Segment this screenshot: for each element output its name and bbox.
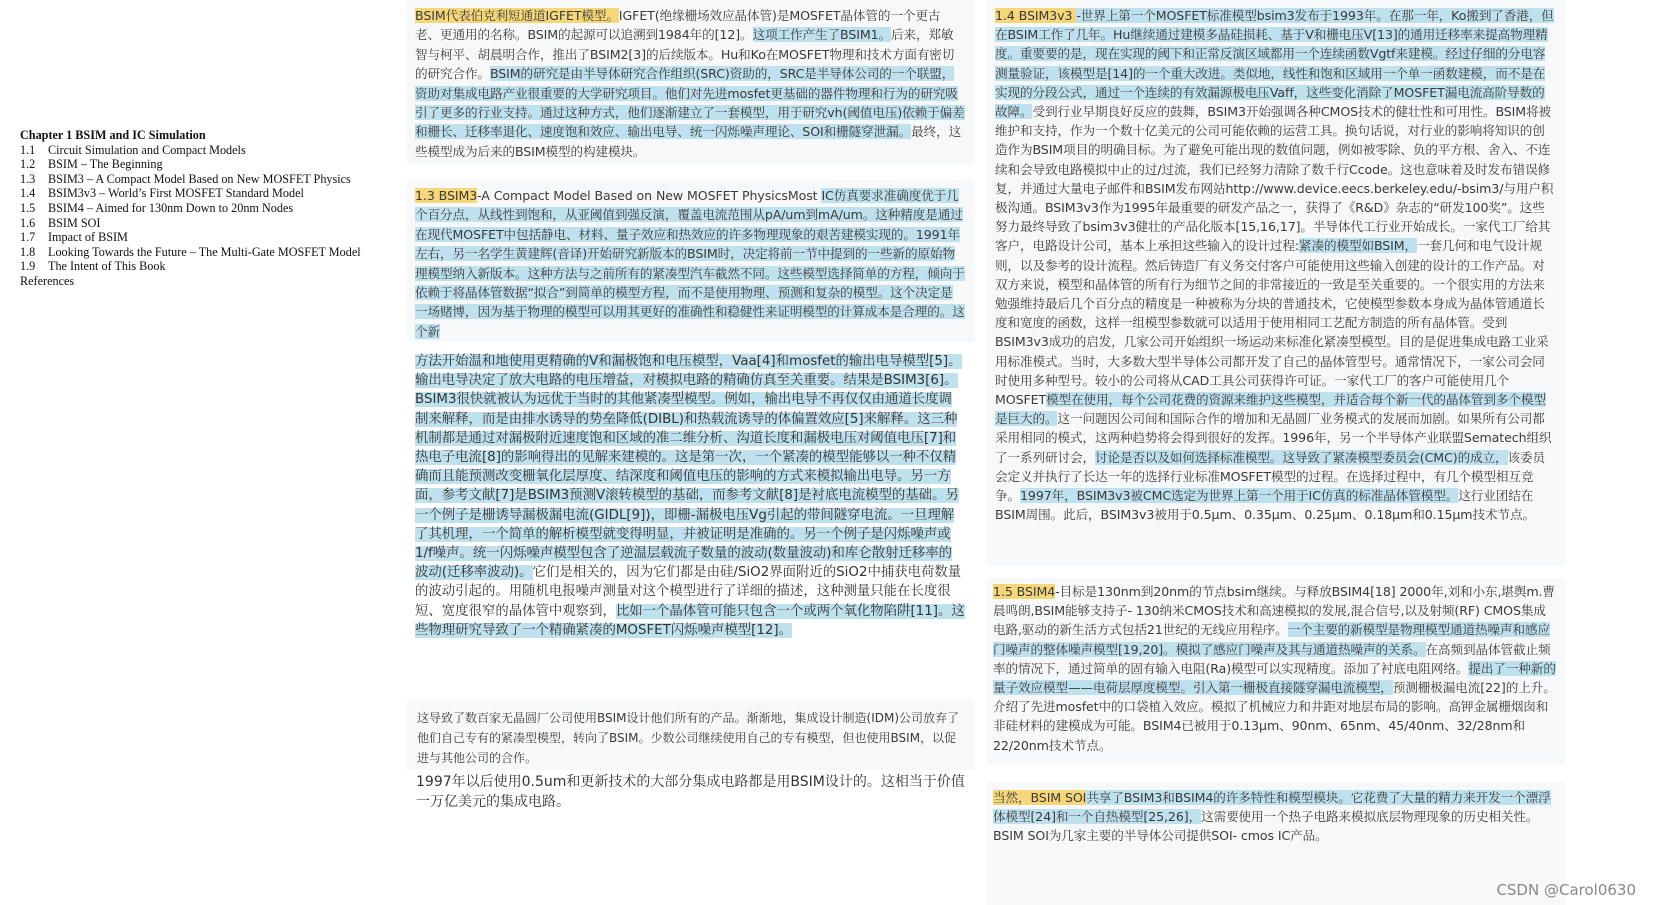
toc-item-title: BSIM3v3 – World’s First MOSFET Standard Model — [48, 186, 304, 201]
text-segment: 这行业团结在BSIM周围。此后，BSIM3v3被用于0.5μm、0.35μm、0.25μm、0.18μm和0.15μm技术节点。 — [995, 488, 1535, 523]
section-1-7-conclusion-text: 1997年以后使用0.5um和更新技术的大部分集成电路都是用BSIM设计的。这相当于价值一万亿美元的集成电路。 — [416, 774, 965, 810]
highlighted-text: 用于研究vh(阈值电压)依赖于偏差和栅长、迁移率退化、速度饱和效应、输出电导、统一闪烁噪声理论、SOI和栅隧穿泄漏。 — [415, 105, 965, 140]
text-segment: -目标是130nm到20nm的节点bsim继续。与释放BSIM4[18] 2000年,刘和小东,堪舆m.曹晨鸣朗,BSIM能够支持子- 130纳米CMOS技术和高速模拟的发展,混合信号,以及射频(RF) CMOS集成电路,驱动的新生活方式包括21世纪的无线应用程序。 — [993, 584, 1555, 638]
toc-references: References — [20, 273, 75, 288]
section-1-7-conclusion — [416, 772, 971, 812]
toc-item-title: The Intent of This Book — [48, 259, 166, 274]
heading-highlight: 当然，BSIM SOI — [993, 790, 1087, 805]
toc-item — [20, 245, 390, 260]
toc-item — [20, 230, 390, 245]
toc-item — [20, 186, 390, 201]
toc-item-title: Looking Towards the Future – The Multi-Gate MOSFET Model — [48, 244, 361, 259]
section-1-7-text: 这导致了数百家无晶圆厂公司使用BSIM设计他们所有的产品。渐渐地，集成设计制造(IDM)公司放弃了他们自己专有的紧凑型模型，转向了BSIM。少数公司继续使用自己的专有模型，但也使用BSIM，以促进与其他公司的合作。 — [417, 711, 960, 765]
toc-item-title: Circuit Simulation and Compact Models — [48, 142, 246, 157]
chapter-title: Chapter 1 BSIM and IC Simulation — [20, 128, 206, 142]
highlighted-text: 这项工作产生了BSIM1。 — [752, 27, 892, 43]
text-segment: 这需要使用一个热子电路来模拟底层物理现象的历史相关性。BSIM SOI为几家主要的半导体公司提供SOI- cmos IC产品。 — [993, 809, 1539, 844]
toc-item — [20, 157, 390, 172]
toc-item-number: 1.3 — [20, 171, 36, 186]
section-1-6-card — [987, 782, 1565, 905]
section-1-4-text — [995, 6, 1557, 524]
highlighted-text: 1997年，BSIM3v3被CMC选定为世界上第一个用于IC仿真的标准晶体管模型。 — [1020, 488, 1459, 504]
toc-item — [20, 259, 390, 274]
section-1-5-card — [987, 578, 1565, 764]
section-1-7-card — [407, 700, 975, 770]
toc-item-title: BSIM SOI — [48, 215, 101, 230]
toc-item-number: 1.1 — [20, 142, 36, 157]
text-segment: -A Compact Model Based on New MOSFET PhysicsMost — [477, 188, 822, 203]
section-1-2-card — [407, 0, 975, 165]
text-segment: 预测栅极漏电流[22]的上升。介绍了先进mosfet中的口袋植入效应。模拟了机械应力和井距对地层布局的影响。高钾金属栅烟囱和非硅材料的建模成为可能。BSIM4已被用于0.13μm、90nm、65nm、45/40nm、32/28nm和22/20nm技术节点。 — [993, 680, 1556, 753]
watermark: CSDN @Carol0630 — [1496, 881, 1636, 899]
text-segment: 该委员会定义并执行了长达一年的选择行业标准MOSFET模型的过程。在选择过程中，有几个模型相互竞争。 — [995, 449, 1546, 504]
highlighted-text: -世界上第一个MOSFET标准模型bsim3发布于1993年。在那一年，Ko搬到了香港，但在BSIM工作了几年。Hu继续通过建模多晶硅损耗、基于V和栅电压V[13]的通用迁移率来提高物理精度。重要要的是，现在实现的阈下和正常反演区域都用一个连续函数Vgtf来建模。经过仔细的分电容测量验证，该模型是[14]的一个重大改进。类似地，线性和饱和区域用一个单一函数建模，而不是在实现的分段公式，通过一个连续的有效漏源极电压Vaff，这些变化消除了MOSFET漏电流高阶导数的故障。 — [995, 8, 1554, 120]
heading-highlight: BSIM代表伯克利短通道IGFET模型。 — [415, 8, 619, 23]
toc-item — [20, 201, 390, 216]
toc-item-number: 1.8 — [20, 244, 36, 259]
section-1-3-card — [407, 180, 975, 342]
section-1-3-continued-card — [407, 348, 975, 662]
section-1-6-text — [993, 788, 1557, 846]
text-segment: 它们是相关的，因为它们都是由硅/SiO2界面附近的SiO2中捕获电荷数量的波动引起的。用随机电报噪声测量对这个模型进行了详细的描述，这种测量只能在长度很短、宽度很窄的晶体管中观察到， — [415, 565, 962, 619]
toc-item-number: 1.4 — [20, 186, 36, 201]
heading-highlight: 1.5 BSIM4 — [993, 584, 1056, 599]
highlighted-text: 紧凑的模型如BSIM， — [1299, 238, 1418, 254]
highlighted-text: BSIM的研究是由半导体研究合作组织(SRC)资助的，SRC是半导体公司的一个联盟，资助对集成电路产业很重要的大学研究项目。他们对先进mosfet更基础的器件物理和行为的研究吸引了更多的行业支持。通过这种方式，他们逐渐建立了一套模型， — [415, 66, 958, 121]
section-1-3-continued-text — [415, 352, 965, 640]
toc-item-title: BSIM – The Beginning — [48, 157, 163, 172]
highlighted-text: 一个主要的新模型是物理模型通道热噪声和感应门噪声的整体噪声模型[19,20]。模拟了感应门噪声及其与通道热噪声的关系。 — [993, 622, 1550, 657]
text-segment: 受到行业早期良好反应的鼓舞，BSIM3开始强调各种CMOS技术的健壮性和可用性。BSIM将被维护和支持，作为一个数十亿美元的公司可能依赖的运营工具。换句话说，对行业的影响将知识的创造作为BSIM项目的明确目标。为了避免可能出现的数值问题，例如被零除、负的平方根、舍入、不连续和会导致电路模拟中止的过/过流，我们已经努力清除了数千行Ccode。这也意味着及时发布错误修复，并通过大量电子邮件和BSIM发布网站http://www.device.eecs.berkeley.edu/-bsim3/与用户积极沟通。BSIM3v3作为1995年最重要的研发产品之一，获得了《R&D》杂志的“研发100奖”。这些努力最终导致了bsim3v3健壮的产品化版本[15,16,17]。半导体代工行业开始成长。一家代工厂给其客户，电路设计公司，基本上承担这些输入的设计过程: — [995, 104, 1554, 254]
highlighted-text: 1991年左右，另一名学生黄建辉(音译)开始研究新版本的BSIM时，决定将前一节中提到的一些新的原始物理模型纳入新版本。这种方法与之前所有的紧凑型汽车截然不同。这些模型选择简单的方程，倾向于依赖于将晶体管数据“拟合”到简单的模型方程，而不是使用物理、预测和复杂的模型。这个决定是一场赌博，因为基于物理的模型可以用其更好的准确性和稳健性来证明模型的计算成本是合理的。这个新 — [415, 226, 965, 339]
highlighted-text: 共享了BSIM3和BSIM4的许多特性和模型模块。它花费了大量的精力来开发一个漂浮体模型[24]和一个自热模型[25,26]， — [993, 790, 1551, 825]
section-1-2-text — [415, 6, 965, 161]
section-1-5-text — [993, 582, 1557, 755]
toc-item — [20, 143, 390, 158]
toc-item-number: 1.6 — [20, 215, 36, 230]
text-segment: 后来，郑敏智与柯平、胡晨明合作，推出了BSIM2[3]的后续版本。Hu和Ko在MOSFET物理和技术方面有密切的研究合作。 — [415, 27, 955, 82]
highlighted-text: 讨论是否以及如何选择标准模型。这导致了紧凑模型委员会(CMC)的成立， — [1094, 449, 1508, 465]
toc-item — [20, 172, 390, 187]
highlighted-text: 比如一个晶体管可能只包含一个或两个氧化物陷阱[11]。这些物理研究导致了一个精确紧凑的MOSFET闪烁噪声模型[12]。 — [415, 603, 965, 638]
text-segment: 这一问题因公司间和国际合作的增加和无晶圆厂业务模式的发展而加剧。如果所有公司都采用相同的模式，这两种趋势将会得到很好的发挥。1996年，另一个半导体产业联盟Sematech组织了一系列研讨会， — [995, 411, 1552, 465]
toc-item-number: 1.9 — [20, 259, 36, 274]
toc-item-number: 1.5 — [20, 200, 36, 215]
highlighted-text: IC仿真要求准确度优于几个百分点，从线性到饱和，从亚阈值到强反演，覆盖电流范围从pA/um到mA/um。这种精度是通过在现代MOSFET中包括静电、材料、量子效应和热效应的许多物理现象的艰苦建模实现的。 — [415, 188, 963, 242]
heading-highlight: 1.4 BSIM3v3 — [995, 8, 1077, 23]
toc-item-title: Impact of BSIM — [48, 230, 128, 245]
text-segment: IGFET(绝缘栅场效应晶体管)是MOSFET晶体管的一个更古老、更通用的名称。BSIM的起源可以追溯到1984年的[12]。 — [415, 8, 941, 43]
toc-item-title: BSIM4 – Aimed for 130nm Down to 20nm Nodes — [48, 200, 294, 215]
table-of-contents — [20, 128, 390, 289]
highlighted-text: 提出了一种新的量子效应模型——电荷层厚度模型。引入第一栅极直接隧穿漏电流模型， — [993, 660, 1556, 696]
heading-highlight: 1.3 BSIM3 — [415, 188, 478, 203]
toc-item-number: 1.7 — [20, 230, 36, 245]
toc-item — [20, 216, 390, 231]
toc-item-list — [20, 143, 390, 274]
highlighted-text: 方法开始温和地使用更精确的V和漏极饱和电压模型，Vaa[4]和mosfet的输出电导模型[5]。输出电导决定了放大电路的电压增益，对模拟电路的精确仿真至关重要。结果是BSIM3[6]。BSIM3很快就被认为远优于当时的其他紧凑型模型。例如，输出电导不再仅仅由通道长度调制来解释，而是由排水诱导的势垒降低(DIBL)和热载流诱导的体偏置效应[5]来解释。这三种机制都是通过对漏极附近速度饱和区域的准二维分析、沟道长度和漏极电压对阈值电压[7]和热电子电流[8]的影响得出的见解来建模的。这是第一次，一个紧凑的模型能够以一种不仅精确而且能预测改变栅氧化层厚度、结深度和阈值电压的影响的方式来模拟输出电导。另一方面，参考文献[7]是BSIM3预测V滚转模型的基础，而参考文献[8]是衬底电流模型的基础。另一个例子是栅诱导漏极漏电流(GIDL[9])，即栅-漏极电压Vg引起的带间隧穿电流。一旦理解了其机理，一个简单的解析模型就变得明显，并被证明是准确的。另一个例子是闪烁噪声或1/f噪声。统一闪烁噪声模型包含了逆温层载流子数量的波动(数量波动)和库仑散射迁移率的波动(迁移率波动)。 — [415, 354, 962, 581]
section-1-3-text — [415, 186, 965, 341]
text-segment: 在高频到晶体管截止频率的情况下，通过简单的固有输入电阻(Ra)模型可以实现精度。添加了衬底电阻网络。 — [993, 641, 1551, 676]
text-segment: 最终，这些模型成为后来的BSIM模型的构建模块。 — [415, 124, 962, 159]
highlighted-text: 模型在使用，每个公司花费的资源来维护这些模型，并适合每个新一代的晶体管到多个模型是巨大的。 — [995, 392, 1546, 427]
toc-item-title: BSIM3 – A Compact Model Based on New MOSFET Physics — [48, 171, 351, 186]
toc-item-number: 1.2 — [20, 157, 36, 172]
text-segment: 一套几何和电气设计规则，以及参考的设计流程。然后铸造厂有义务交付客户可能使用这些输入创建的设计的工作产品。对双方来说，模型和晶体管的所有行为细节之间的非常接近的一致是至关重要的。一个很实用的方法来勉强维持最后几个百分点的精度是一种被称为分块的普通技术，它使模型参数本身成为晶体管通道长度和宽度的函数，这样一组模型参数就可以适用于使用相同工艺配方制造的所有晶体管。受到BSIM3v3成功的启发，几家公司开始组织一场运动来标准化紧凑型模型。目的是促进集成电路工业采用标准模式。当时，大多数大型半导体公司都开发了自己的晶体管型号。通常情况下，一家公司会同时使用多种型号。较小的公司将从CAD工具公司获得许可证。一家代工厂的客户可能使用几个MOSFET — [995, 238, 1549, 408]
section-1-4-card — [987, 0, 1565, 566]
